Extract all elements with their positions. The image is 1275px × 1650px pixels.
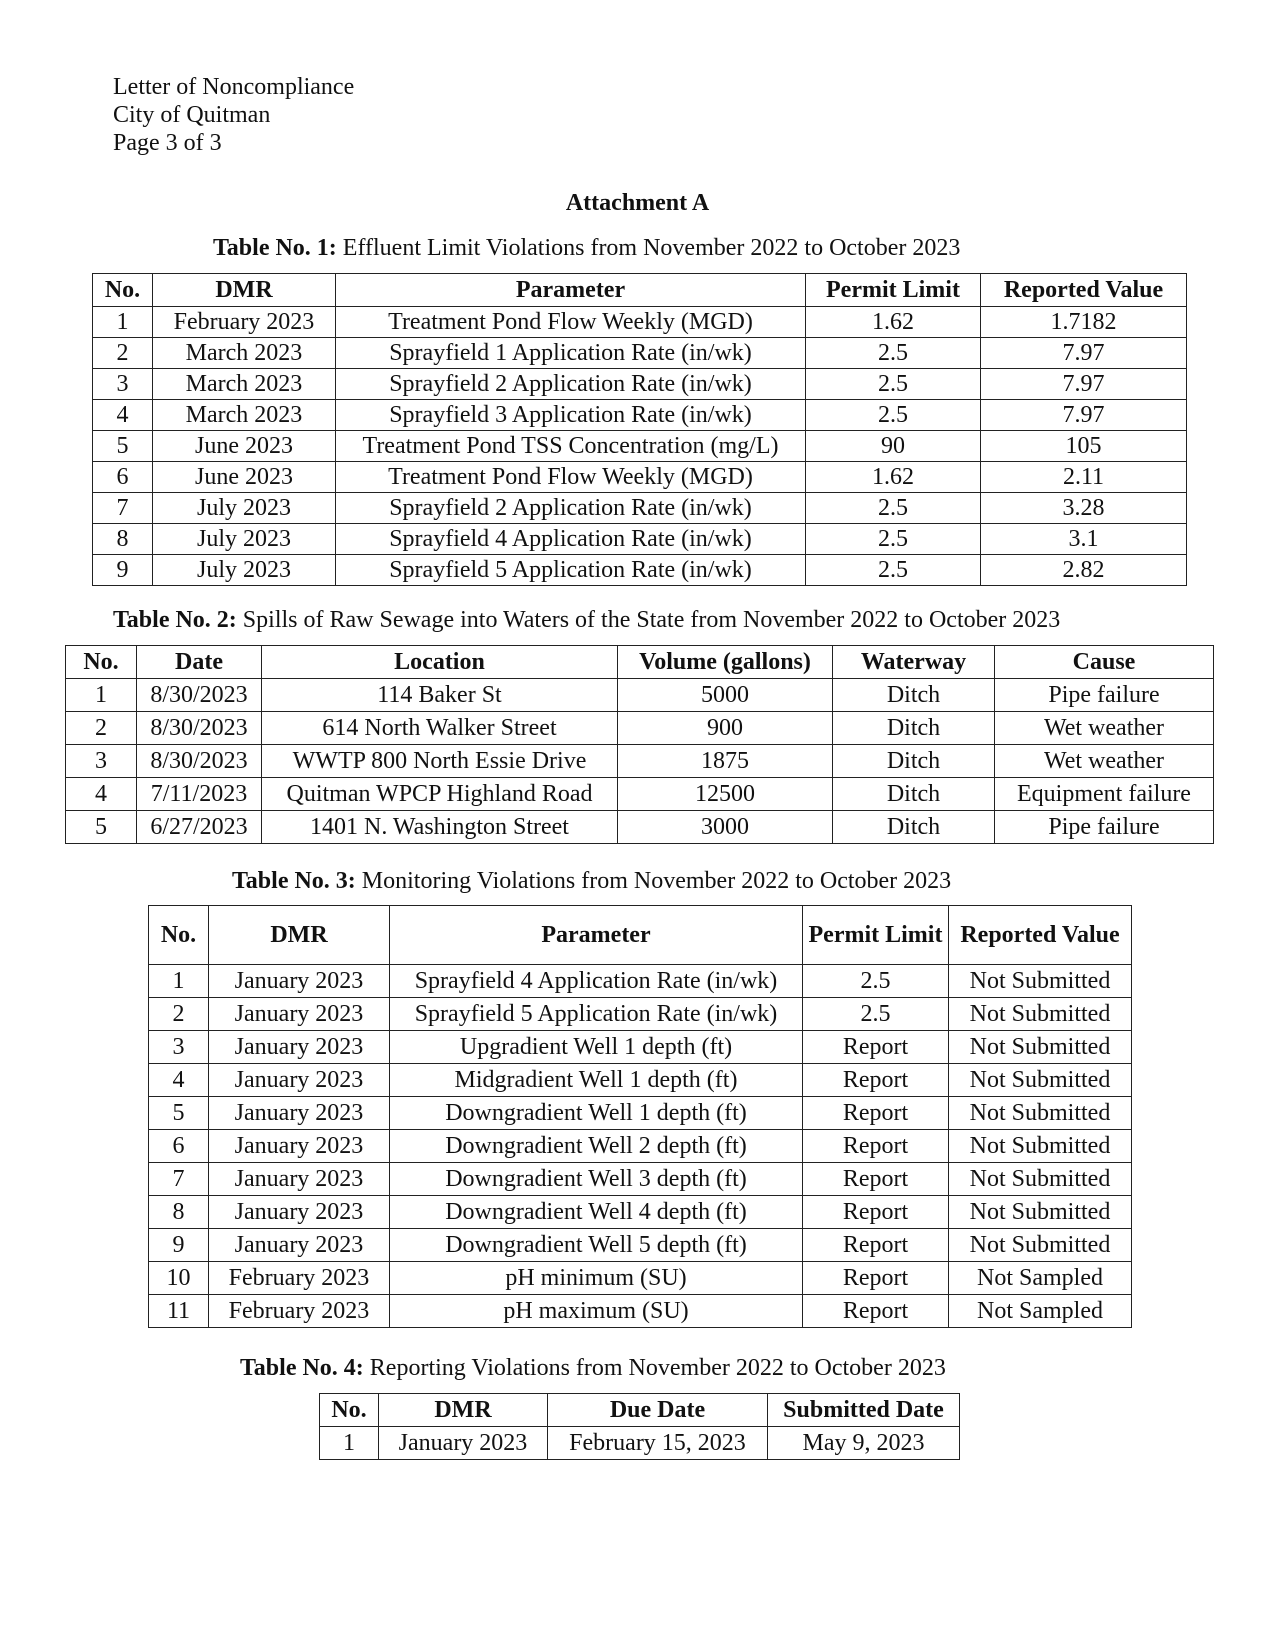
table-cell: June 2023 xyxy=(153,462,336,493)
column-header: Parameter xyxy=(336,274,806,307)
header-page: Page 3 of 3 xyxy=(113,130,222,156)
table-cell: July 2023 xyxy=(153,524,336,555)
table-row xyxy=(93,493,1187,524)
table-cell: Treatment Pond Flow Weekly (MGD) xyxy=(336,307,806,338)
table-row xyxy=(66,712,1214,745)
table-cell: Pipe failure xyxy=(995,811,1214,844)
table-cell: January 2023 xyxy=(209,1031,390,1064)
table-cell: 7.97 xyxy=(981,369,1187,400)
table-cell: Report xyxy=(803,1097,949,1130)
table2-caption-text: Spills of Raw Sewage into Waters of the State from November 2022 to October 2023 xyxy=(236,607,1061,633)
table-cell: 3 xyxy=(149,1031,209,1064)
table-cell: 1401 N. Washington Street xyxy=(262,811,618,844)
table-cell: Not Submitted xyxy=(949,1163,1132,1196)
table-cell: 6 xyxy=(149,1130,209,1163)
table4-caption xyxy=(240,1355,946,1381)
table-row xyxy=(66,778,1214,811)
table-cell: 2.5 xyxy=(806,524,981,555)
table-cell: 7 xyxy=(93,493,153,524)
table-cell: 2.5 xyxy=(803,998,949,1031)
column-header: Permit Limit xyxy=(803,906,949,965)
table1-caption-text: Effluent Limit Violations from November 2022 to October 2023 xyxy=(336,235,961,261)
column-header: Location xyxy=(262,646,618,679)
table-cell: 4 xyxy=(93,400,153,431)
table-cell: Not Submitted xyxy=(949,1130,1132,1163)
table-cell: 5 xyxy=(149,1097,209,1130)
table-cell: 105 xyxy=(981,431,1187,462)
column-header: Submitted Date xyxy=(768,1394,960,1427)
table-cell: Not Sampled xyxy=(949,1262,1132,1295)
table-cell: 2.5 xyxy=(806,400,981,431)
column-header: Cause xyxy=(995,646,1214,679)
table-cell: 3 xyxy=(93,369,153,400)
table-header-row xyxy=(93,274,1187,307)
table-cell: Report xyxy=(803,1064,949,1097)
table-cell: Not Submitted xyxy=(949,1097,1132,1130)
table-cell: Sprayfield 2 Application Rate (in/wk) xyxy=(336,493,806,524)
table-cell: 8/30/2023 xyxy=(137,712,262,745)
table-header-row xyxy=(66,646,1214,679)
table-row xyxy=(93,524,1187,555)
attachment-title: Attachment A xyxy=(565,190,710,216)
effluent-violations-table xyxy=(92,273,1187,586)
table-row xyxy=(320,1427,960,1460)
table-cell: June 2023 xyxy=(153,431,336,462)
table-cell: Ditch xyxy=(833,745,995,778)
table-cell: Report xyxy=(803,1130,949,1163)
table-cell: Ditch xyxy=(833,712,995,745)
column-header: Date xyxy=(137,646,262,679)
table-row xyxy=(149,1196,1132,1229)
table-cell: Upgradient Well 1 depth (ft) xyxy=(390,1031,803,1064)
table-cell: Not Submitted xyxy=(949,1229,1132,1262)
table-cell: 1.7182 xyxy=(981,307,1187,338)
table-cell: Not Submitted xyxy=(949,998,1132,1031)
table-row xyxy=(149,1262,1132,1295)
header-title: Letter of Noncompliance xyxy=(113,74,355,100)
table-row xyxy=(149,998,1132,1031)
table-cell: 6/27/2023 xyxy=(137,811,262,844)
table-row xyxy=(93,307,1187,338)
table-cell: Ditch xyxy=(833,778,995,811)
table-cell: 114 Baker St xyxy=(262,679,618,712)
column-header: DMR xyxy=(209,906,390,965)
table-cell: 2 xyxy=(93,338,153,369)
table-row xyxy=(93,400,1187,431)
table-cell: Report xyxy=(803,1196,949,1229)
column-header: DMR xyxy=(153,274,336,307)
table-cell: Not Submitted xyxy=(949,1196,1132,1229)
table-cell: 7.97 xyxy=(981,400,1187,431)
table-cell: 6 xyxy=(93,462,153,493)
table-cell: 9 xyxy=(149,1229,209,1262)
table-cell: 2.5 xyxy=(806,555,981,586)
table-cell: Sprayfield 5 Application Rate (in/wk) xyxy=(390,998,803,1031)
table-cell: January 2023 xyxy=(209,1097,390,1130)
table-row xyxy=(66,679,1214,712)
column-header: Volume (gallons) xyxy=(618,646,833,679)
table-cell: Report xyxy=(803,1163,949,1196)
table-cell: 8 xyxy=(93,524,153,555)
table-header-row xyxy=(320,1394,960,1427)
table-cell: January 2023 xyxy=(209,965,390,998)
table-header-row xyxy=(149,906,1132,965)
table1-caption xyxy=(213,235,960,261)
table-cell: Downgradient Well 3 depth (ft) xyxy=(390,1163,803,1196)
table-row xyxy=(149,1295,1132,1328)
column-header: No. xyxy=(149,906,209,965)
table3-caption-label: Table No. 3: xyxy=(232,868,356,894)
table-cell: 4 xyxy=(149,1064,209,1097)
table2-caption-label: Table No. 2: xyxy=(113,607,237,633)
table1-caption-label: Table No. 1: xyxy=(213,235,337,261)
column-header: Permit Limit xyxy=(806,274,981,307)
table-cell: January 2023 xyxy=(209,1064,390,1097)
table-cell: 1 xyxy=(66,679,137,712)
table-cell: January 2023 xyxy=(209,998,390,1031)
letter-header xyxy=(113,73,354,157)
table-cell: 9 xyxy=(93,555,153,586)
reporting-violations-table xyxy=(319,1393,960,1460)
table-row xyxy=(149,1097,1132,1130)
column-header: No. xyxy=(93,274,153,307)
table-cell: Sprayfield 4 Application Rate (in/wk) xyxy=(390,965,803,998)
table-cell: February 2023 xyxy=(153,307,336,338)
table-cell: 2 xyxy=(66,712,137,745)
table-cell: 7.97 xyxy=(981,338,1187,369)
table-row xyxy=(149,1031,1132,1064)
table-cell: Downgradient Well 4 depth (ft) xyxy=(390,1196,803,1229)
table-cell: Treatment Pond TSS Concentration (mg/L) xyxy=(336,431,806,462)
table-row xyxy=(66,811,1214,844)
table3-caption-text: Monitoring Violations from November 2022 to October 2023 xyxy=(355,868,952,894)
table-cell: January 2023 xyxy=(379,1427,548,1460)
table-cell: January 2023 xyxy=(209,1163,390,1196)
table-cell: Sprayfield 2 Application Rate (in/wk) xyxy=(336,369,806,400)
table-row xyxy=(93,369,1187,400)
table-cell: Report xyxy=(803,1262,949,1295)
table-cell: Sprayfield 1 Application Rate (in/wk) xyxy=(336,338,806,369)
table-cell: 3000 xyxy=(618,811,833,844)
table-cell: 1.62 xyxy=(806,462,981,493)
table-row xyxy=(149,1064,1132,1097)
table-row xyxy=(93,431,1187,462)
table-row xyxy=(66,745,1214,778)
table-cell: May 9, 2023 xyxy=(768,1427,960,1460)
table-cell: 4 xyxy=(66,778,137,811)
table-cell: 1 xyxy=(320,1427,379,1460)
table-cell: Not Submitted xyxy=(949,965,1132,998)
table-row xyxy=(93,338,1187,369)
table-cell: 3.1 xyxy=(981,524,1187,555)
table-cell: 1 xyxy=(149,965,209,998)
table-cell: Downgradient Well 5 depth (ft) xyxy=(390,1229,803,1262)
table-cell: pH minimum (SU) xyxy=(390,1262,803,1295)
table-cell: 2.11 xyxy=(981,462,1187,493)
table-cell: January 2023 xyxy=(209,1229,390,1262)
header-city: City of Quitman xyxy=(113,102,271,128)
table-cell: 2.5 xyxy=(803,965,949,998)
table-cell: 2.5 xyxy=(806,338,981,369)
table-cell: July 2023 xyxy=(153,493,336,524)
table-cell: Treatment Pond Flow Weekly (MGD) xyxy=(336,462,806,493)
table-cell: February 15, 2023 xyxy=(548,1427,768,1460)
table4-caption-text: Reporting Violations from November 2022 to October 2023 xyxy=(363,1355,946,1381)
table-cell: 7/11/2023 xyxy=(137,778,262,811)
table-cell: March 2023 xyxy=(153,369,336,400)
table-cell: Report xyxy=(803,1229,949,1262)
table-cell: 5 xyxy=(93,431,153,462)
table4-caption-label: Table No. 4: xyxy=(240,1355,364,1381)
table-cell: Sprayfield 5 Application Rate (in/wk) xyxy=(336,555,806,586)
table-cell: 90 xyxy=(806,431,981,462)
table-cell: July 2023 xyxy=(153,555,336,586)
column-header: Waterway xyxy=(833,646,995,679)
table-cell: Equipment failure xyxy=(995,778,1214,811)
column-header: Reported Value xyxy=(949,906,1132,965)
table-cell: March 2023 xyxy=(153,400,336,431)
table-row xyxy=(149,1130,1132,1163)
table-cell: Downgradient Well 2 depth (ft) xyxy=(390,1130,803,1163)
table-cell: Sprayfield 3 Application Rate (in/wk) xyxy=(336,400,806,431)
table-row xyxy=(93,462,1187,493)
table-cell: Wet weather xyxy=(995,745,1214,778)
table-cell: 7 xyxy=(149,1163,209,1196)
table-row xyxy=(149,1229,1132,1262)
table-cell: February 2023 xyxy=(209,1262,390,1295)
table-cell: 2 xyxy=(149,998,209,1031)
table3-caption xyxy=(232,868,951,894)
table-cell: 2.5 xyxy=(806,369,981,400)
table-row xyxy=(149,965,1132,998)
table-cell: Quitman WPCP Highland Road xyxy=(262,778,618,811)
table-cell: Wet weather xyxy=(995,712,1214,745)
table-row xyxy=(93,555,1187,586)
table-cell: Not Submitted xyxy=(949,1064,1132,1097)
table-cell: Pipe failure xyxy=(995,679,1214,712)
table-cell: 12500 xyxy=(618,778,833,811)
table-cell: WWTP 800 North Essie Drive xyxy=(262,745,618,778)
table-cell: Ditch xyxy=(833,811,995,844)
table-cell: 1 xyxy=(93,307,153,338)
table-cell: 614 North Walker Street xyxy=(262,712,618,745)
monitoring-violations-table xyxy=(148,905,1132,1328)
table-cell: 5000 xyxy=(618,679,833,712)
table-cell: February 2023 xyxy=(209,1295,390,1328)
column-header: No. xyxy=(320,1394,379,1427)
column-header: Due Date xyxy=(548,1394,768,1427)
table-cell: January 2023 xyxy=(209,1196,390,1229)
table-cell: Midgradient Well 1 depth (ft) xyxy=(390,1064,803,1097)
table-cell: 2.82 xyxy=(981,555,1187,586)
sewage-spills-table xyxy=(65,645,1214,844)
table-cell: 1875 xyxy=(618,745,833,778)
column-header: DMR xyxy=(379,1394,548,1427)
table-cell: 5 xyxy=(66,811,137,844)
column-header: Parameter xyxy=(390,906,803,965)
table-cell: Not Submitted xyxy=(949,1031,1132,1064)
table-cell: 10 xyxy=(149,1262,209,1295)
table-cell: Report xyxy=(803,1031,949,1064)
table-cell: 900 xyxy=(618,712,833,745)
table-cell: March 2023 xyxy=(153,338,336,369)
table-cell: January 2023 xyxy=(209,1130,390,1163)
table-cell: 3.28 xyxy=(981,493,1187,524)
table-cell: 2.5 xyxy=(806,493,981,524)
table-cell: Sprayfield 4 Application Rate (in/wk) xyxy=(336,524,806,555)
table-cell: 11 xyxy=(149,1295,209,1328)
table-cell: Ditch xyxy=(833,679,995,712)
table-cell: Report xyxy=(803,1295,949,1328)
column-header: No. xyxy=(66,646,137,679)
column-header: Reported Value xyxy=(981,274,1187,307)
table-cell: pH maximum (SU) xyxy=(390,1295,803,1328)
table-cell: Downgradient Well 1 depth (ft) xyxy=(390,1097,803,1130)
table-row xyxy=(149,1163,1132,1196)
table-cell: 8/30/2023 xyxy=(137,679,262,712)
table2-caption xyxy=(113,607,1060,633)
table-cell: 3 xyxy=(66,745,137,778)
table-cell: 8 xyxy=(149,1196,209,1229)
table-cell: Not Sampled xyxy=(949,1295,1132,1328)
table-cell: 8/30/2023 xyxy=(137,745,262,778)
table-cell: 1.62 xyxy=(806,307,981,338)
